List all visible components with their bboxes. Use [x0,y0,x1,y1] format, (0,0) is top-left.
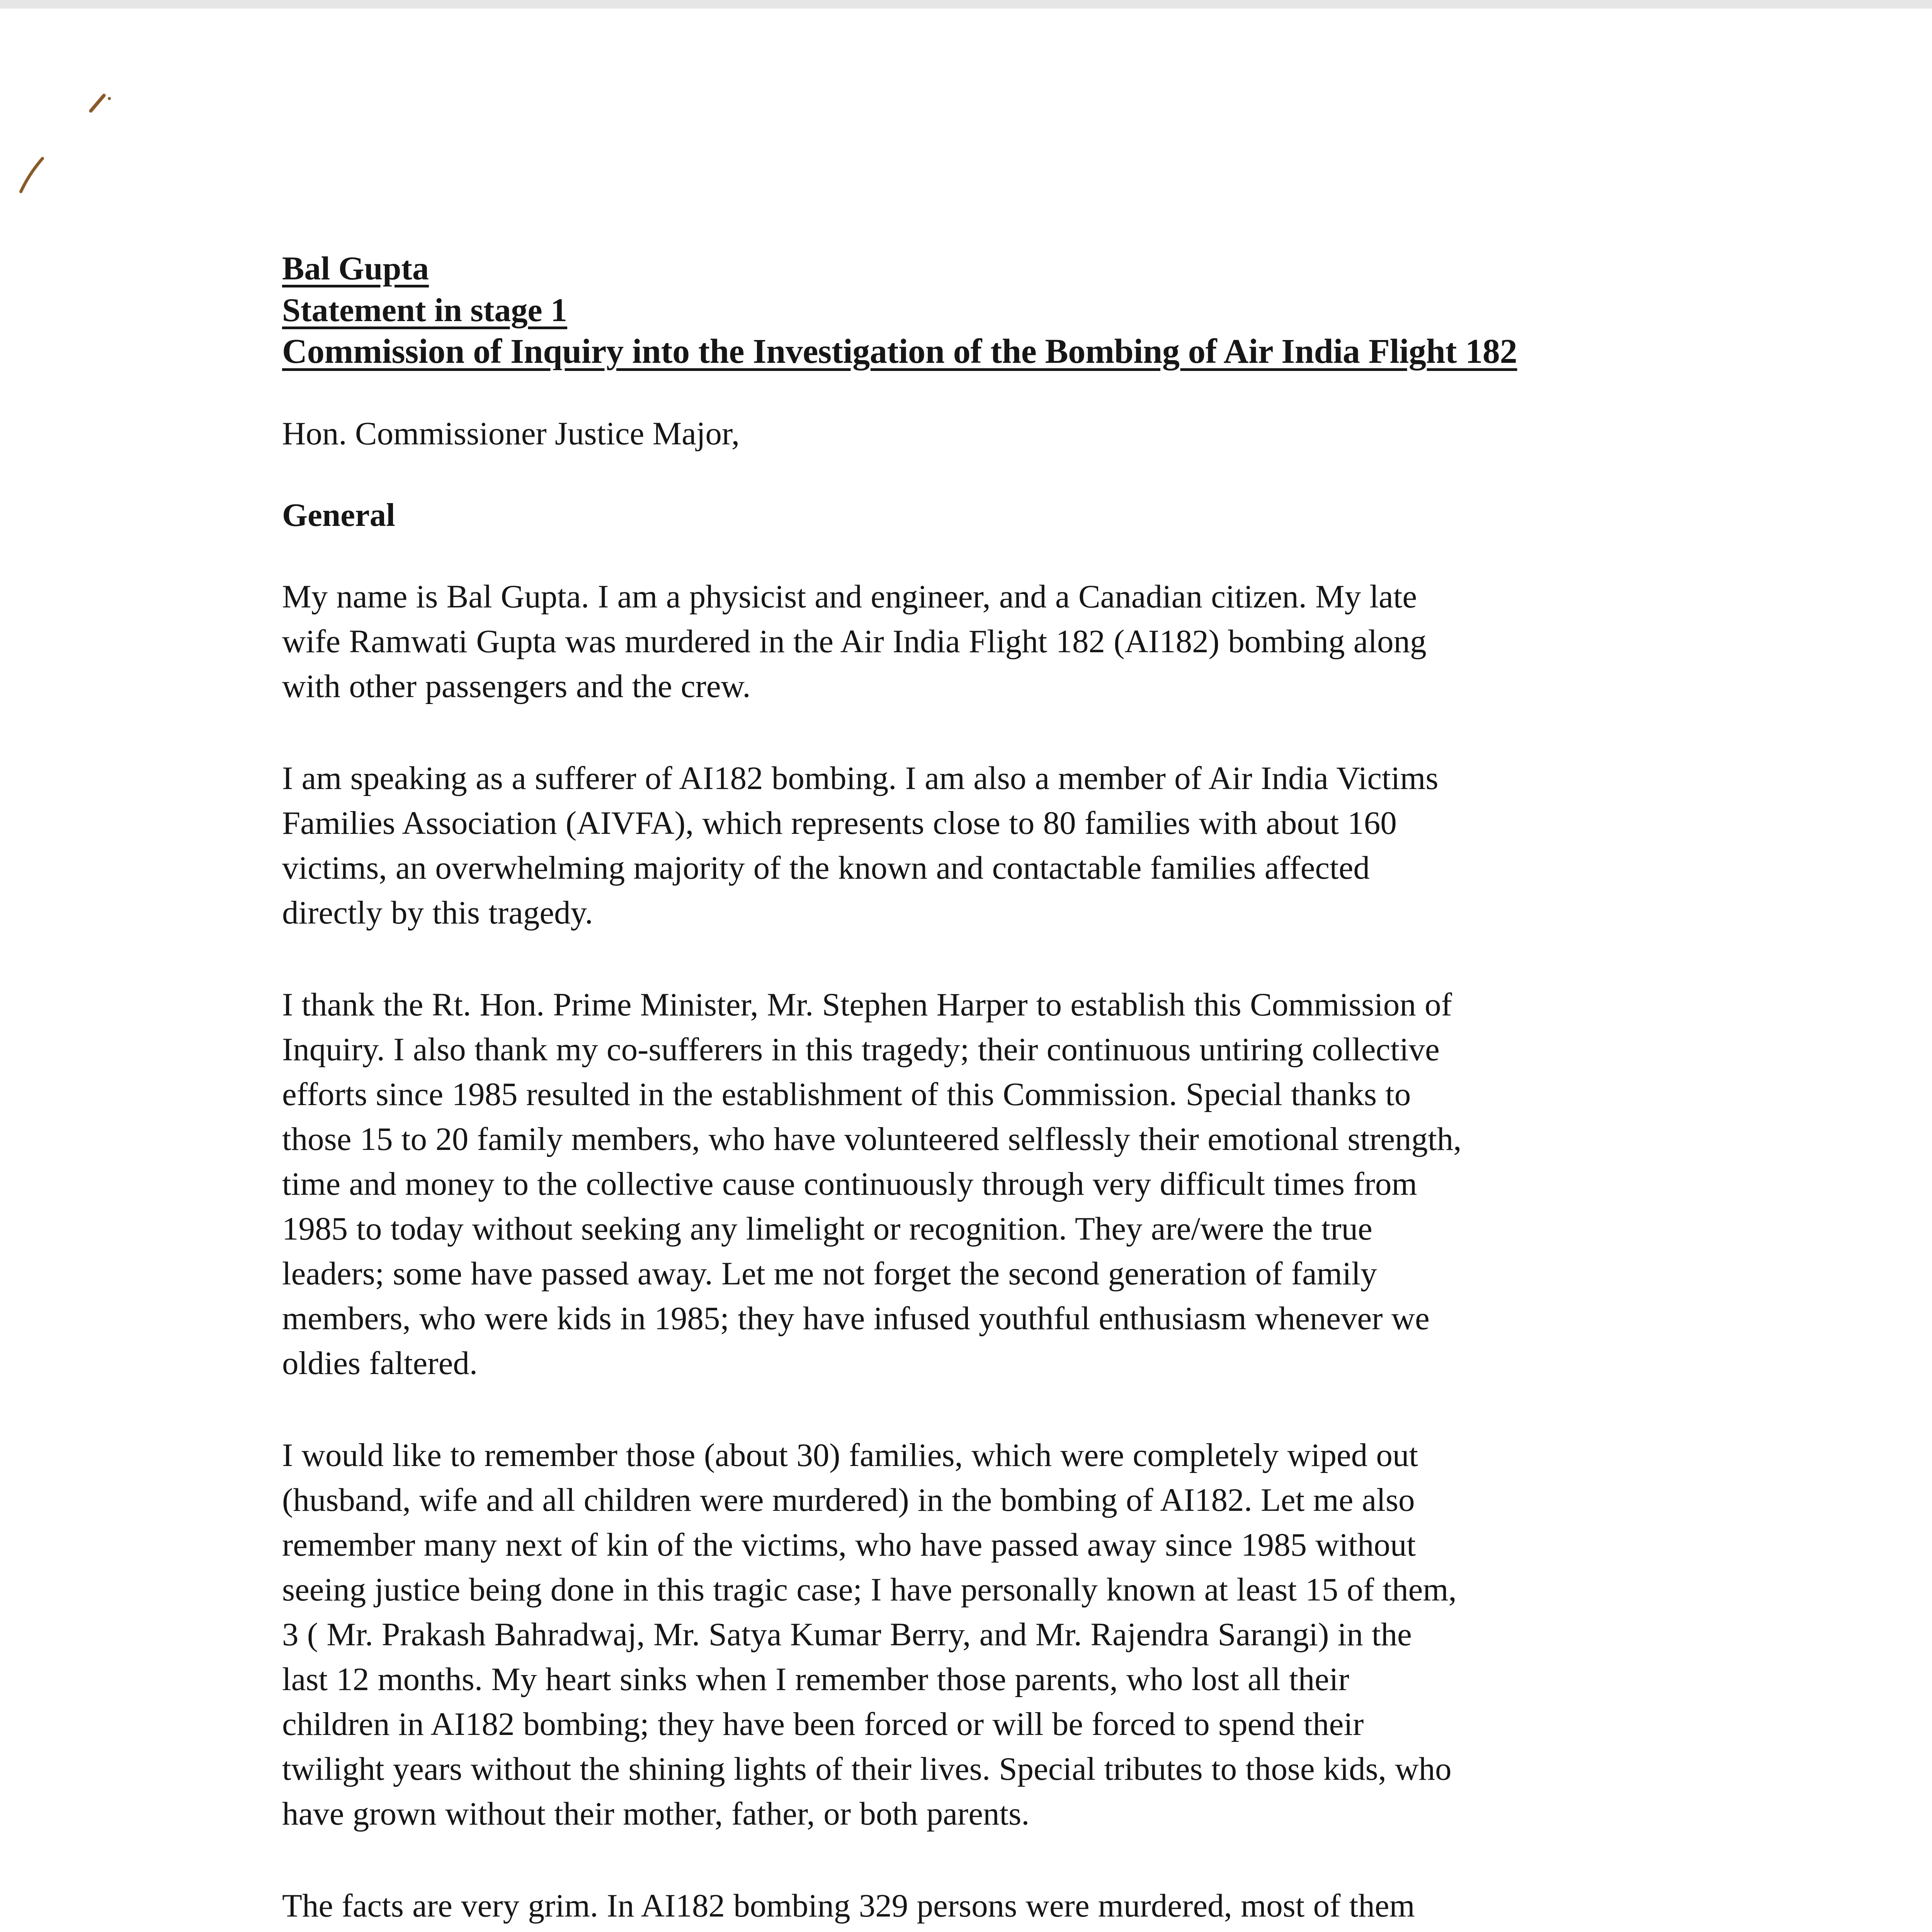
paragraph [282,1433,1692,1836]
text-line: those 15 to 20 family members, who have volunteered selflessly their emotional strength, [282,1121,1462,1157]
text-line: oldies faltered. [282,1345,478,1381]
text-line: (husband, wife and all children were murdered) in the bombing of AI182. Let me also [282,1482,1415,1518]
section-heading: General [282,497,395,533]
commission-title: Commission of Inquiry into the Investigation of the Bombing of Air India Flight 182 [282,332,1517,371]
text-line: The facts are very grim. In AI182 bombing 329 persons were murdered, most of them [282,1888,1415,1924]
text-line: victims, an overwhelming majority of the known and contactable families affected [282,850,1370,886]
document-header [282,247,1692,372]
text-line: remember many next of kin of the victims, who have passed away since 1985 without [282,1527,1416,1563]
salutation: Hon. Commissioner Justice Major, [282,415,740,452]
author-name: Bal Gupta [282,250,429,287]
text-line: 1985 to today without seeking any limelight or recognition. They are/were the true [282,1211,1372,1247]
text-line: I thank the Rt. Hon. Prime Minister, Mr. Stephen Harper to establish this Commission of [282,986,1452,1023]
paragraph [282,574,1692,709]
paragraph [282,1883,1692,1932]
text-line: leaders; some have passed away. Let me not forget the second generation of family [282,1255,1377,1292]
text-line: I am speaking as a sufferer of AI182 bombing. I am also a member of Air India Victims [282,760,1439,796]
text-line: wife Ramwati Gupta was murdered in the Air India Flight 182 (AI182) bombing along [282,623,1427,660]
paragraph [282,982,1692,1386]
text-line: 3 ( Mr. Prakash Bahradwaj, Mr. Satya Kumar Berry, and Mr. Rajendra Sarangi) in the [282,1616,1412,1653]
text-line: time and money to the collective cause continuously through very difficult times from [282,1166,1417,1202]
text-line [282,1928,1692,1932]
text-line: directly by this tragedy. [282,895,593,931]
text-line: members, who were kids in 1985; they have infused youthful enthusiasm whenever we [282,1300,1430,1337]
margin-pen-mark-top [87,87,118,118]
text-line: children in AI182 bombing; they have been forced or will be forced to spend their [282,1706,1364,1742]
text-line: Families Association (AIVFA), which represents close to 80 families with about 160 [282,805,1397,841]
statement-subtitle: Statement in stage 1 [282,291,568,328]
statement-body [282,247,1692,1932]
text-line: efforts since 1985 resulted in the establishment of this Commission. Special thanks to [282,1076,1411,1112]
text-line: My name is Bal Gupta. I am a physicist and engineer, and a Canadian citizen. My late [282,578,1417,615]
text-line: with other passengers and the crew. [282,668,751,704]
margin-pen-mark-bottom [15,155,46,197]
text-line: have grown without their mother, father, or both parents. [282,1796,1030,1832]
paragraph [282,756,1692,935]
text-line: twilight years without the shining lights of their lives. Special tributes to those kids, who [282,1751,1452,1787]
scan-edge [0,0,1932,9]
text-line: Inquiry. I also thank my co-sufferers in this tragedy; their continuous untiring collective [282,1031,1440,1068]
text-line: last 12 months. My heart sinks when I remember those parents, who lost all their [282,1661,1349,1697]
text-line: seeing justice being done in this tragic case; I have personally known at least 15 of them, [282,1571,1457,1608]
text-line: I would like to remember those (about 30) families, which were completely wiped out [282,1437,1418,1473]
